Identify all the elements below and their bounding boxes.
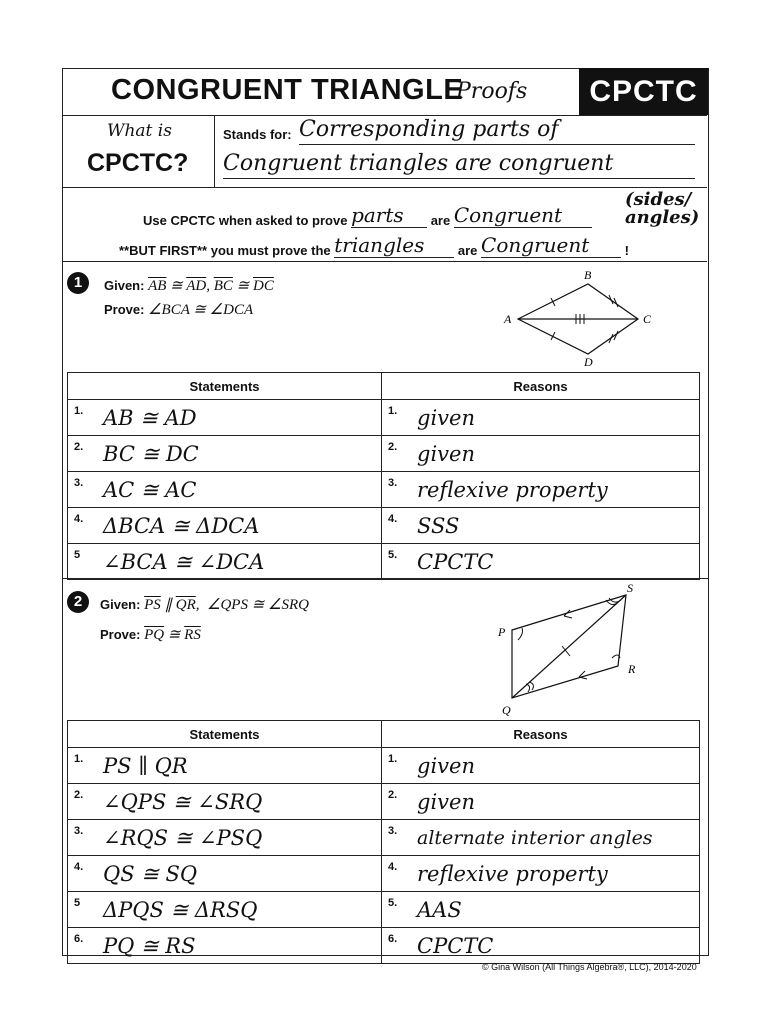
statement-text: PS ∥ QR [103, 753, 188, 778]
problem-1-prove [104, 300, 253, 319]
problem-1-given [104, 276, 274, 295]
table-row [68, 472, 700, 508]
usage-blank-congruent-2[interactable]: Congruent [481, 233, 621, 258]
reason-cell[interactable] [382, 400, 700, 436]
prove-math: ∠BCA ≅ ∠DCA [148, 302, 254, 318]
reason-cell[interactable] [382, 928, 700, 964]
statements-header: Statements [68, 721, 382, 748]
table-row [68, 856, 700, 892]
problem-2-prove [100, 625, 201, 644]
usage-are-2: are [457, 243, 478, 258]
what-is-label: What is [107, 121, 172, 141]
prove-seg-pq: $\overline{PQ}$ [144, 627, 165, 643]
reason-cell[interactable] [382, 892, 700, 928]
statement-cell[interactable] [68, 472, 382, 508]
reason-text: reflexive property [417, 477, 608, 502]
row-number: 4. [388, 513, 398, 525]
reason-cell[interactable] [382, 472, 700, 508]
reason-cell[interactable] [382, 436, 700, 472]
definition-label-cell [63, 115, 215, 187]
section-divider [62, 578, 709, 579]
reason-text: given [417, 789, 475, 814]
row-number: 3. [74, 825, 84, 837]
reason-text: CPCTC [417, 549, 494, 574]
table-row [68, 508, 700, 544]
title-handwritten: Proofs [456, 79, 528, 104]
row-number: 6. [388, 933, 398, 945]
definition-row [63, 115, 707, 188]
table-row [68, 436, 700, 472]
reasons-header: Reasons [382, 373, 700, 400]
row-number: 3. [388, 477, 398, 489]
statement-cell[interactable] [68, 892, 382, 928]
row-number: 3. [388, 825, 398, 837]
row-number: 1. [74, 753, 84, 765]
usage-line-1 [143, 203, 592, 228]
statement-cell[interactable] [68, 544, 382, 580]
reason-text: given [417, 753, 475, 778]
reason-text: reflexive property [417, 861, 608, 886]
statement-cell[interactable] [68, 400, 382, 436]
title-badge: CPCTC [579, 68, 708, 115]
statement-cell[interactable] [68, 508, 382, 544]
given-seg-qr: $\overline{QR}$ [175, 597, 196, 613]
prove-label: Prove: [100, 627, 141, 642]
label-s: S [627, 581, 633, 595]
statement-cell[interactable] [68, 784, 382, 820]
reason-cell[interactable] [382, 544, 700, 580]
usage-text-2: **BUT FIRST** you must prove the [119, 243, 331, 258]
row-number: 2. [388, 789, 398, 801]
problem-2-number: 2 [67, 591, 89, 613]
row-number: 4. [74, 861, 84, 873]
given-seg-ab: $\overline{AB}$ [148, 278, 167, 294]
reason-text: given [417, 405, 475, 430]
row-number: 4. [388, 861, 398, 873]
figure-kite-abcd [496, 264, 666, 370]
row-number: 5 [74, 897, 81, 909]
prove-math: $\overline{PQ}$ ≅ $\overline{RS}$ [144, 627, 201, 643]
statement-cell[interactable] [68, 856, 382, 892]
table-row [68, 748, 700, 784]
label-q: Q [502, 703, 511, 717]
usage-exclamation: ! [624, 243, 630, 258]
given-seg-ad: $\overline{AD}$ [186, 278, 207, 294]
statement-cell[interactable] [68, 436, 382, 472]
statement-text: ΔBCA ≅ ΔDCA [103, 513, 260, 538]
table-row [68, 400, 700, 436]
row-number: 2. [74, 789, 84, 801]
table-row [68, 784, 700, 820]
cpctc-label: CPCTC? [87, 149, 189, 177]
given-seg-dc: $\overline{DC}$ [252, 278, 274, 294]
row-number: 5. [388, 897, 398, 909]
statement-cell[interactable] [68, 820, 382, 856]
given-angles: ∠QPS ≅ ∠SRQ [207, 597, 309, 613]
copyright-footer: © Gina Wilson (All Things Algebra®, LLC), 2014-2020 [482, 962, 697, 972]
reason-cell[interactable] [382, 820, 700, 856]
statement-text: AB ≅ AD [103, 405, 197, 430]
reason-cell[interactable] [382, 748, 700, 784]
given-math: $\overline{PS}$ ∥ $\overline{QR}$, ∠QPS ≅ ∠SRQ [144, 597, 309, 613]
given-seg-ps: $\overline{PS}$ [144, 597, 161, 613]
row-number: 1. [74, 405, 84, 417]
statement-text: ΔPQS ≅ ΔRSQ [103, 897, 258, 922]
statement-text: QS ≅ SQ [103, 861, 198, 886]
figure-parallelogram-pqrs [494, 580, 644, 720]
statement-text: AC ≅ AC [103, 477, 197, 502]
usage-line-2 [119, 233, 629, 258]
usage-blank-parts[interactable]: parts [351, 203, 427, 228]
reason-text: given [417, 441, 475, 466]
given-seg-bc: $\overline{BC}$ [213, 278, 233, 294]
row-number: 4. [74, 513, 84, 525]
usage-row [63, 187, 707, 262]
angle-p [518, 628, 523, 640]
definition-answer-line-1[interactable]: Corresponding parts of [299, 117, 695, 145]
table-row [68, 928, 700, 964]
arrow-ps-b [564, 616, 572, 618]
row-number: 5. [388, 549, 398, 561]
statement-cell[interactable] [68, 928, 382, 964]
usage-note: (sides/ angles) [625, 189, 700, 228]
reason-text: alternate interior angles [417, 826, 653, 849]
row-number: 2. [388, 441, 398, 453]
given-math: $\overline{AB}$ ≅ $\overline{AD}$, $\overline{BC}$ ≅ $\overline{DC}$ [148, 278, 274, 294]
stands-for-label: Stands for: [223, 127, 292, 142]
reason-text: CPCTC [417, 933, 494, 958]
reason-cell[interactable] [382, 508, 700, 544]
row-number: 6. [74, 933, 84, 945]
table-row [68, 544, 700, 580]
title-row [63, 69, 707, 116]
row-number: 3. [74, 477, 84, 489]
usage-blank-triangles[interactable]: triangles [334, 233, 454, 258]
reasons-header: Reasons [382, 721, 700, 748]
usage-are-1: are [430, 213, 451, 228]
prove-label: Prove: [104, 302, 145, 317]
statement-text: ∠BCA ≅ ∠DCA [103, 549, 265, 574]
usage-blank-congruent-1[interactable]: Congruent [454, 203, 592, 228]
proof-table-2 [67, 720, 700, 964]
table-row [68, 820, 700, 856]
label-b: B [584, 268, 592, 282]
page-title: CONGRUENT TRIANGLE [111, 74, 464, 106]
reason-text: AAS [417, 897, 462, 922]
given-label: Given: [104, 278, 145, 293]
label-a: A [504, 312, 512, 326]
statement-text: BC ≅ DC [103, 441, 199, 466]
problem-2-given [100, 595, 309, 614]
proof-table-1 [67, 372, 700, 580]
statement-text: ∠RQS ≅ ∠PSQ [103, 825, 263, 850]
label-p: P [498, 625, 506, 639]
reason-cell[interactable] [382, 784, 700, 820]
statements-header: Statements [68, 373, 382, 400]
row-number: 2. [74, 441, 84, 453]
prove-seg-rs: $\overline{RS}$ [184, 627, 201, 643]
reason-cell[interactable] [382, 856, 700, 892]
row-number: 1. [388, 753, 398, 765]
usage-text-1: Use CPCTC when asked to prove [143, 213, 348, 228]
row-number: 1. [388, 405, 398, 417]
reason-text: SSS [417, 513, 460, 538]
label-r: R [628, 662, 636, 676]
label-d: D [584, 355, 593, 369]
definition-answer-line-2[interactable]: Congruent triangles are congruent [223, 151, 695, 179]
statement-text: PQ ≅ RS [103, 933, 196, 958]
table-row [68, 892, 700, 928]
problem-1-number: 1 [67, 272, 89, 294]
row-number: 5 [74, 549, 81, 561]
statement-cell[interactable] [68, 748, 382, 784]
given-label: Given: [100, 597, 141, 612]
label-c: C [643, 312, 652, 326]
statement-text: ∠QPS ≅ ∠SRQ [103, 789, 263, 814]
